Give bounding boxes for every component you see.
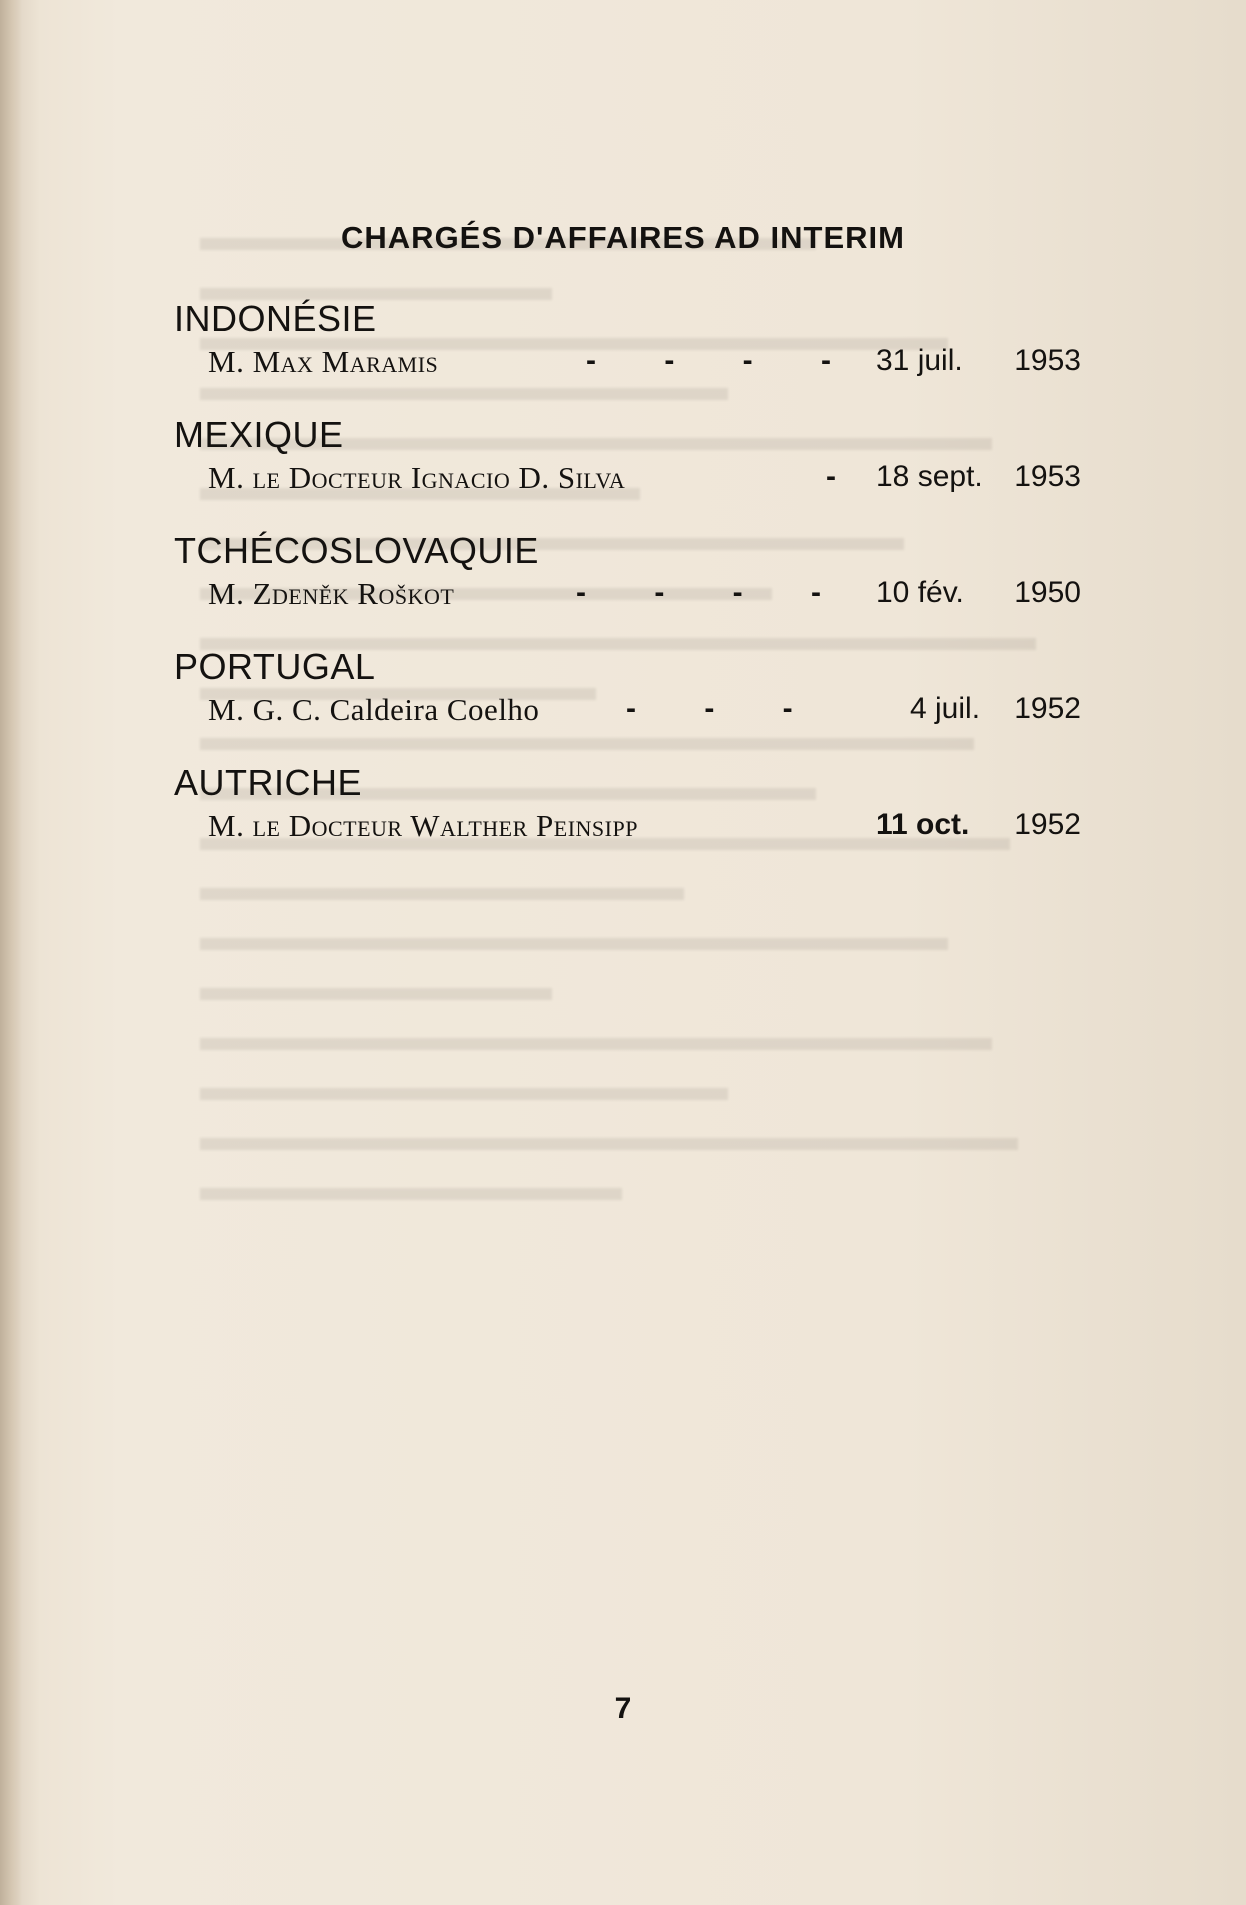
country-heading: PORTUGAL: [174, 646, 376, 687]
date-year: 1952: [1014, 692, 1081, 725]
country-heading: AUTRICHE: [174, 762, 363, 803]
diplomat-name: M. le Docteur Walther Peinsipp: [208, 808, 638, 843]
country-heading: MEXIQUE: [174, 414, 344, 455]
page-heading: CHARGÉS D'AFFAIRES AD INTERIM: [341, 220, 905, 255]
diplomat-name: M. Max Maramis: [208, 344, 439, 379]
list-item: [208, 692, 1081, 732]
leader-dashes: - - -: [626, 692, 823, 725]
page-spine-shadow: [0, 0, 22, 1905]
date-day-month: 10 fév.: [876, 576, 964, 609]
list-item: [208, 808, 1081, 848]
date-day-month: 18 sept.: [876, 460, 983, 493]
date-day-month: 11 oct.: [876, 808, 970, 841]
leader-dashes: - - - -: [576, 576, 851, 609]
list-item: [208, 576, 1081, 616]
page-number: 7: [614, 1692, 632, 1725]
date-year: 1953: [1014, 344, 1081, 377]
appointment-date: [876, 460, 1081, 494]
country-heading: TCHÉCOSLOVAQUIE: [174, 530, 539, 571]
leader-dashes: - - - -: [586, 344, 861, 377]
list-item: [208, 344, 1081, 384]
appointment-date: [876, 344, 1081, 378]
appointment-date: [876, 576, 1081, 610]
date-year: 1953: [1014, 460, 1081, 493]
date-year: 1950: [1014, 576, 1081, 609]
leader-dashes: -: [826, 460, 866, 493]
country-heading: INDONÉSIE: [174, 298, 377, 339]
diplomat-name: M. le Docteur Ignacio D. Silva: [208, 460, 626, 495]
date-day-month: 4 juil.: [910, 692, 981, 725]
date-year: 1952: [1014, 808, 1081, 841]
diplomat-name: M. G. C. Caldeira Coelho: [208, 692, 540, 727]
appointment-date: [876, 808, 1081, 842]
date-day-month: 31 juil.: [876, 344, 963, 377]
diplomat-name: M. Zdeněk Roškot: [208, 576, 455, 611]
appointment-date: [876, 692, 1081, 726]
list-item: [208, 460, 1081, 500]
